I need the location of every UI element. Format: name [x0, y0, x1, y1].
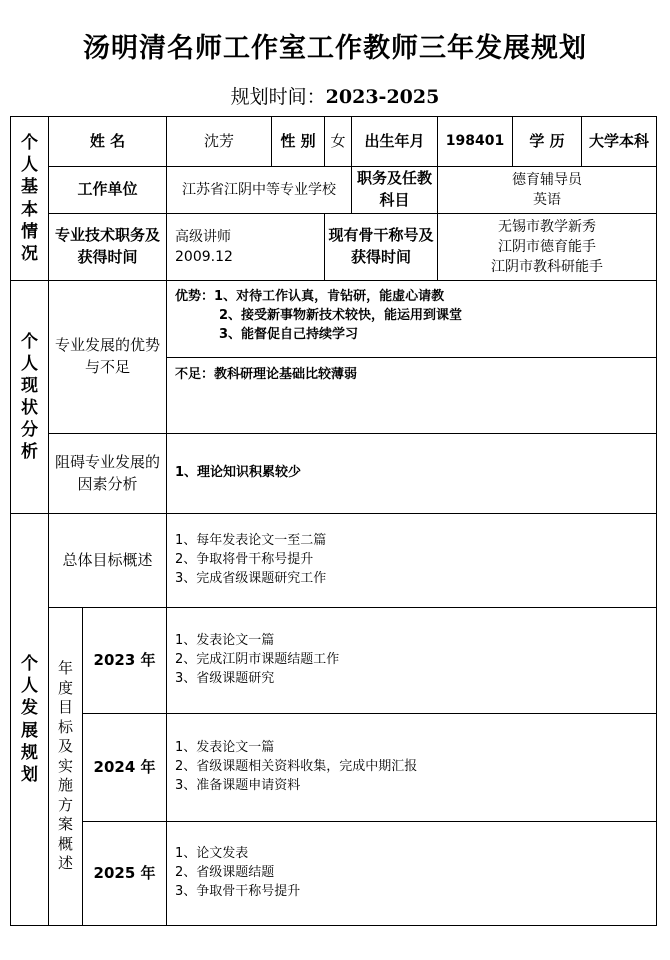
- strength-item: 3、能督促自己持续学习: [219, 326, 359, 342]
- list-item: 3、省级课题研究: [175, 670, 275, 686]
- strength-item: 2、接受新事物新技术较快，能运用到课堂: [219, 307, 463, 323]
- strength-item: 1、对待工作认真，肯钻研，能虚心请教: [214, 289, 445, 304]
- strengths-cell: [167, 281, 657, 358]
- list-item: 2、完成江阴市课题结题工作: [175, 652, 340, 668]
- honor-value: 无锡市教学新秀 江阴市德育能手 江阴市教科研能手: [438, 214, 657, 281]
- year-label: 2025 年: [83, 822, 167, 926]
- list-item: 3、争取骨干称号提升: [175, 883, 301, 899]
- employer-label: 工作单位: [49, 167, 167, 214]
- period-value: 2023-2025: [325, 86, 440, 108]
- title-label: 专业技术职务及获得时间: [49, 214, 167, 281]
- education-label: 学 历: [513, 117, 582, 167]
- education-value: 大学本科: [582, 117, 657, 167]
- gender-value: 女: [325, 117, 352, 167]
- overall-goal-list: [167, 514, 657, 608]
- list-item: 2、省级课题结题: [175, 865, 275, 881]
- list-item: 3、准备课题申请资料: [175, 777, 301, 793]
- honor-label: 现有骨干称号及获得时间: [325, 214, 438, 281]
- list-item: 3、完成省级课题研究工作: [175, 570, 327, 586]
- overall-goal-label: 总体目标概述: [49, 514, 167, 608]
- list-item: 2、争取将骨干称号提升: [175, 552, 314, 568]
- gender-label: 性 别: [272, 117, 325, 167]
- obstacle-value: 1、理论知识积累较少: [167, 434, 657, 514]
- document-title: 汤明清名师工作室工作教师三年发展规划: [83, 33, 587, 64]
- employer-value: 江苏省江阴中等专业学校: [167, 167, 352, 214]
- year-label: 2023 年: [83, 608, 167, 714]
- strength-label: 专业发展的优势与不足: [49, 281, 167, 434]
- position-label: 职务及任教科目: [352, 167, 438, 214]
- strengths-prefix: 优势：: [175, 289, 215, 304]
- list-item: 1、论文发表: [175, 846, 249, 862]
- section-status-analysis: 个 人 现 状 分 析: [11, 281, 49, 514]
- position-value: 德育辅导员 英语: [438, 167, 657, 214]
- list-item: 1、每年发表论文一至二篇: [175, 533, 327, 549]
- year-label: 2024 年: [83, 714, 167, 822]
- year-2025-list: [167, 822, 657, 926]
- year-2023-list: [167, 608, 657, 714]
- list-item: 1、发表论文一篇: [175, 633, 275, 649]
- weakness-cell: 不足：教科研理论基础比较薄弱: [167, 358, 657, 434]
- year-2024-list: [167, 714, 657, 822]
- yearly-plan-label: 年 度 目 标 及 实 施 方 案 概 述: [49, 608, 83, 926]
- plan-table: [10, 116, 657, 926]
- period-label: 规划时间：: [230, 86, 326, 108]
- title-value: 高级讲师 2009.12: [167, 214, 325, 281]
- plan-period: [0, 82, 670, 109]
- list-item: 2、省级课题相关资料收集，完成中期汇报: [175, 759, 418, 775]
- section-basic-info: 个 人 基 本 情 况: [11, 117, 49, 281]
- birth-value: 198401: [438, 117, 513, 167]
- list-item: 1、发表论文一篇: [175, 740, 275, 756]
- obstacle-label: 阻碍专业发展的因素分析: [49, 434, 167, 514]
- section-development-plan: 个 人 发 展 规 划: [11, 514, 49, 926]
- name-label: 姓 名: [49, 117, 167, 167]
- birth-label: 出生年月: [352, 117, 438, 167]
- name-value: 沈芳: [167, 117, 272, 167]
